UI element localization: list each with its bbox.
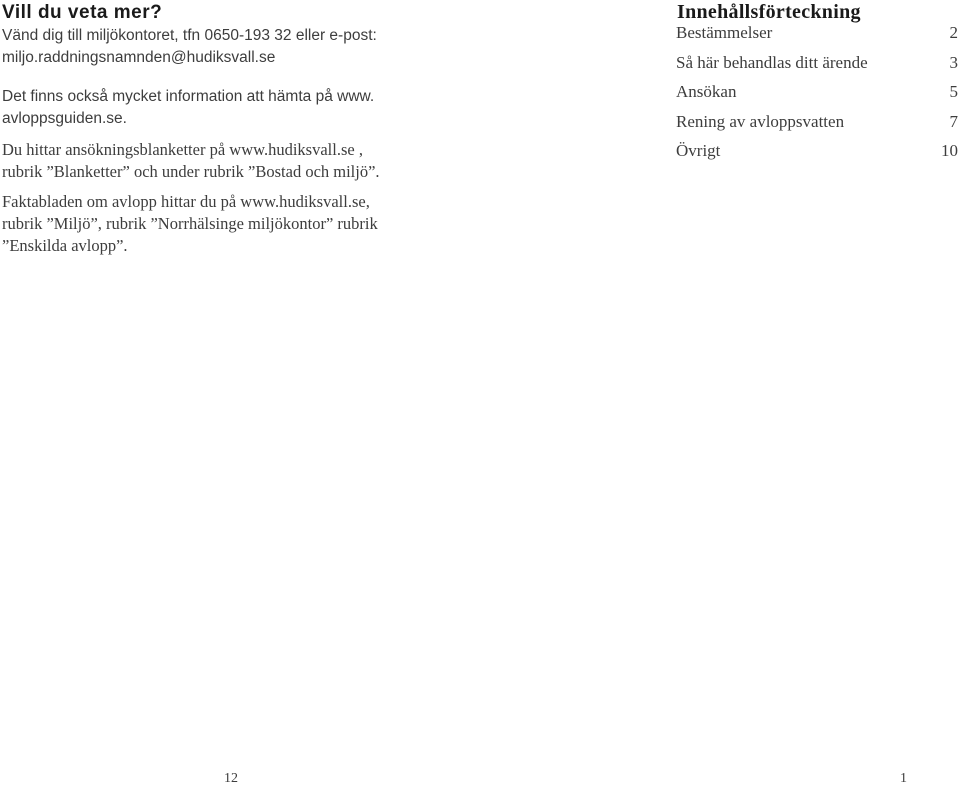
toc-list	[676, 21, 960, 169]
toc-item-label: Övrigt	[676, 141, 721, 160]
toc-item[interactable]	[676, 51, 960, 81]
toc-item-page: 3	[949, 52, 958, 72]
page-number-right: 1	[900, 771, 907, 786]
toc-item[interactable]	[676, 139, 960, 169]
toc-item-page: 5	[949, 82, 958, 101]
toc-item-label: Bestämmelser	[676, 23, 773, 42]
toc-item[interactable]	[676, 21, 960, 51]
toc-item[interactable]	[676, 80, 960, 110]
page-number-left: 12	[224, 771, 238, 786]
right-page	[480, 0, 960, 789]
toc-item-page: 10	[941, 141, 958, 160]
factsheets-paragraph: Faktabladen om avlopp hittar du på www.hudiksvall.se, rubrik ”Miljö”, rubrik ”Norrhälsinge miljökontor” rubrik ”Enskilda avlopp”.	[2, 192, 378, 255]
toc-item-page: 2	[949, 23, 958, 42]
toc-item-label: Så här behandlas ditt ärende	[676, 52, 868, 72]
toc-item-label: Rening av avloppsvatten	[676, 111, 845, 131]
toc-item[interactable]	[676, 110, 960, 140]
toc-heading: Innehållsförteckning	[677, 1, 861, 23]
more-info-heading: Vill du veta mer?	[2, 2, 163, 23]
toc-item-page: 7	[949, 111, 958, 131]
toc-item-label: Ansökan	[676, 82, 737, 101]
forms-paragraph: Du hittar ansökningsblanketter på www.hudiksvall.se , rubrik ”Blanketter” och under rubrik ”Bostad och miljö”.	[2, 140, 380, 181]
contact-paragraph: Vänd dig till miljökontoret, tfn 0650-193 32 eller e-post: miljo.raddningsnamnden@hudiksvall.se	[2, 27, 377, 66]
avloppsguiden-paragraph: Det finns också mycket information att hämta på www. avloppsguiden.se.	[2, 88, 375, 127]
